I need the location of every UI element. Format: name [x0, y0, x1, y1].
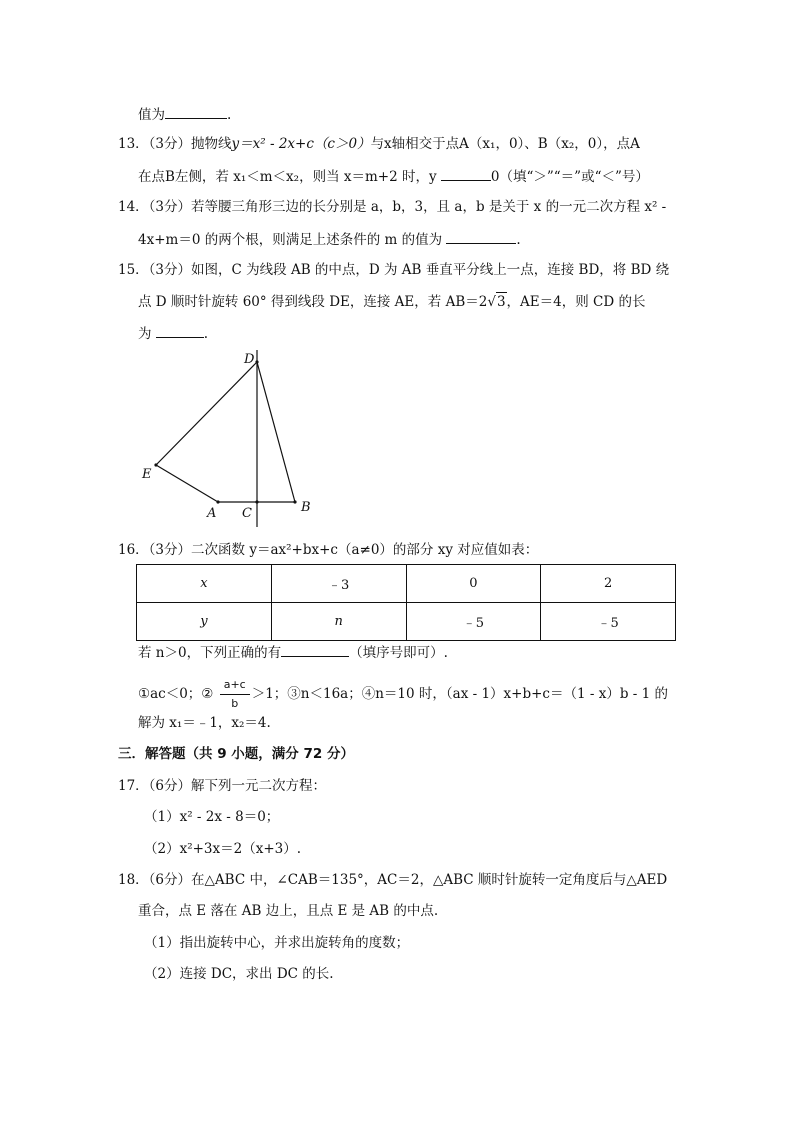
q17-part2: （2）x²+3x＝2（x+3）. [144, 841, 302, 857]
label-A: A [207, 506, 217, 521]
q18-line2: 重合，点 E 落在 AB 边上，且点 E 是 AB 的中点. [138, 903, 439, 919]
q17-line1: 17．（6分）解下列一元二次方程： [118, 778, 327, 794]
segment-DB [257, 362, 295, 502]
table-row: y n ﹣5 ﹣5 [137, 603, 676, 641]
q13-line2: 在点B左侧，若 x₁＜m＜x₂，则当 x＝m+2 时，y 0（填“＞”“＝”或“＜”号） [138, 166, 649, 186]
q15-line2: 点 D 顺时针旋转 60° 得到线段 DE，连接 AE，若 AB＝2√3，AE＝4，则 CD 的长 [138, 294, 646, 310]
q16-value-table [136, 564, 676, 641]
label-D: D [244, 352, 255, 367]
table-row: x ﹣3 0 2 [137, 565, 676, 603]
label-B: B [301, 500, 311, 515]
q13-answer-blank[interactable] [441, 166, 491, 181]
fraction-a-plus-c-over-b: $\frac{a+c}{b}$ [220, 676, 250, 713]
q18-line1: 18．（6分）在△ABC 中，∠CAB＝135°，AC＝2，△ABC 顺时针旋转一定角度后与△AED [118, 872, 668, 888]
q16-answer-blank[interactable] [281, 642, 349, 657]
q18-part2: （2）连接 DC，求出 DC 的长. [144, 966, 334, 982]
q16-line1: 16．（3分）二次函数 y＝ax²+bx+c（a≠0）的部分 xy 对应值如表： [118, 542, 539, 558]
q18-part1: （1）指出旋转中心，并求出旋转角的度数； [144, 935, 410, 951]
q12-tail: 值为 . [138, 104, 231, 124]
q15-line1: 15．（3分）如图，C 为线段 AB 的中点，D 为 AB 垂直平分线上一点，连接 BD，将 BD 绕 [118, 262, 670, 278]
q12-answer-blank[interactable] [165, 104, 227, 119]
q14-line2: 4x+m＝0 的两个根，则满足上述条件的 m 的值为 . [138, 229, 521, 249]
section-heading: 三．解答题（共 9 小题，满分 72 分） [118, 746, 354, 762]
q16-line3: ①ac＜0；② $\frac{a+c}{b}$ ＞1；③n＜16a；④n＝10 时，（ax - 1）x+b+c＝（1 - x）b - 1 的 [138, 676, 668, 713]
segment-EA [156, 465, 218, 502]
label-E: E [142, 467, 152, 482]
segment-DE [156, 362, 257, 465]
label-C: C [242, 506, 252, 521]
q15-figure [130, 345, 330, 530]
q16-line2: 若 n＞0，下列正确的有 （填序号即可）. [138, 642, 448, 662]
q15-line3: 为 . [138, 323, 208, 343]
q16-line4: 解为 x₁＝﹣1，x₂＝4. [138, 715, 271, 731]
q14-answer-blank[interactable] [446, 229, 516, 244]
q13-line1: 13．（3分）抛物线y＝x² - 2x+c（c＞0）与x轴相交于点A（x₁，0）、B（x₂，0），点A [118, 136, 640, 152]
q17-part1: （1）x² - 2x - 8＝0； [144, 809, 280, 825]
q15-answer-blank[interactable] [156, 323, 204, 338]
q14-line1: 14．（3分）若等腰三角形三边的长分别是 a，b，3，且 a，b 是关于 x 的一元二次方程 x² - [118, 199, 667, 215]
